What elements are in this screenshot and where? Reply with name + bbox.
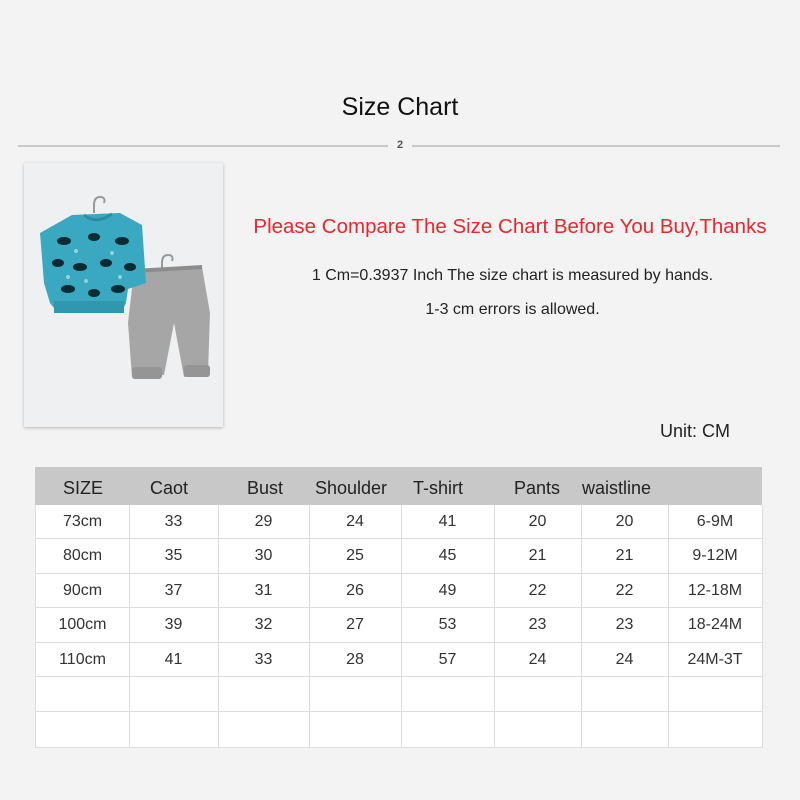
table-header: [35, 467, 762, 505]
cell-age-range: 24M-3T: [687, 650, 743, 668]
cell-size: 80cm: [62, 547, 103, 564]
cell-bust: 32: [254, 616, 273, 633]
header-bust: Bust: [247, 478, 284, 498]
table-row: [36, 608, 763, 643]
table-row: [36, 643, 763, 677]
table-row: [36, 574, 763, 608]
divider-ornament: 2: [396, 139, 404, 151]
cell-size: 110cm: [59, 650, 106, 668]
header-tshirt: T-shirt: [413, 478, 464, 498]
cell-size: 90cm: [62, 581, 103, 599]
cell-caot: 37: [164, 581, 183, 599]
table-row: [36, 505, 763, 539]
cell-tshirt: 49: [438, 581, 457, 599]
cell-pants: 23: [528, 616, 547, 633]
header-waistline: waistline: [582, 478, 652, 498]
cell-waistline: 22: [615, 581, 634, 599]
cell-age-range: 9-12M: [692, 547, 738, 564]
cell-caot: 41: [164, 650, 183, 668]
cell-caot: 33: [164, 512, 183, 530]
cell-caot: 39: [164, 616, 183, 633]
cell-waistline: 23: [615, 616, 634, 633]
cell-pants: 24: [528, 650, 547, 668]
conversion-note: 1 Cm=0.3937 Inch The size chart is measured by hands.: [311, 267, 714, 284]
product-photo: [24, 163, 223, 427]
cell-age-range: 6-9M: [696, 512, 734, 530]
cell-pants: 22: [528, 581, 547, 599]
cell-size: 100cm: [58, 616, 107, 633]
empty-table-row: [36, 712, 763, 748]
page-title: Size Chart: [341, 93, 459, 121]
cell-bust: 33: [254, 650, 273, 668]
header-pants: Pants: [514, 478, 561, 498]
header-shoulder: Shoulder: [315, 478, 388, 498]
cell-shoulder: 26: [346, 581, 364, 599]
cell-age-range: 18-24M: [687, 616, 743, 633]
header-caot: Caot: [150, 478, 189, 498]
cell-age-range: 12-18M: [687, 581, 743, 599]
cell-tshirt: 57: [438, 650, 457, 668]
cell-shoulder: 27: [346, 616, 364, 633]
header-size: SIZE: [63, 478, 104, 498]
cell-bust: 29: [254, 512, 273, 530]
unit-label: Unit: CM: [660, 421, 731, 441]
empty-table-row: [36, 677, 763, 712]
divider-right: [412, 145, 780, 147]
cell-shoulder: 25: [346, 547, 364, 564]
cell-pants: 20: [528, 512, 547, 530]
cell-pants: 21: [528, 547, 547, 564]
cell-tshirt: 45: [438, 547, 457, 564]
cell-waistline: 20: [615, 512, 634, 530]
compare-notice-headline: Please Compare The Size Chart Before You Buy,Thanks: [253, 215, 767, 238]
error-tolerance-note: 1-3 cm errors is allowed.: [425, 301, 600, 318]
cell-caot: 35: [164, 547, 183, 564]
cell-bust: 31: [254, 581, 273, 599]
size-table: [35, 467, 762, 748]
baby-outfit-icon: [24, 163, 223, 427]
cell-shoulder: 28: [346, 650, 364, 668]
cell-bust: 30: [254, 547, 273, 564]
divider-left: [18, 145, 388, 147]
cell-waistline: 24: [615, 650, 634, 668]
cell-tshirt: 53: [438, 616, 457, 633]
cell-waistline: 21: [615, 547, 634, 564]
cell-shoulder: 24: [346, 512, 364, 530]
cell-tshirt: 41: [438, 512, 457, 530]
table-body: [35, 505, 762, 748]
table-row: [36, 539, 763, 574]
cell-size: 73cm: [62, 512, 103, 530]
